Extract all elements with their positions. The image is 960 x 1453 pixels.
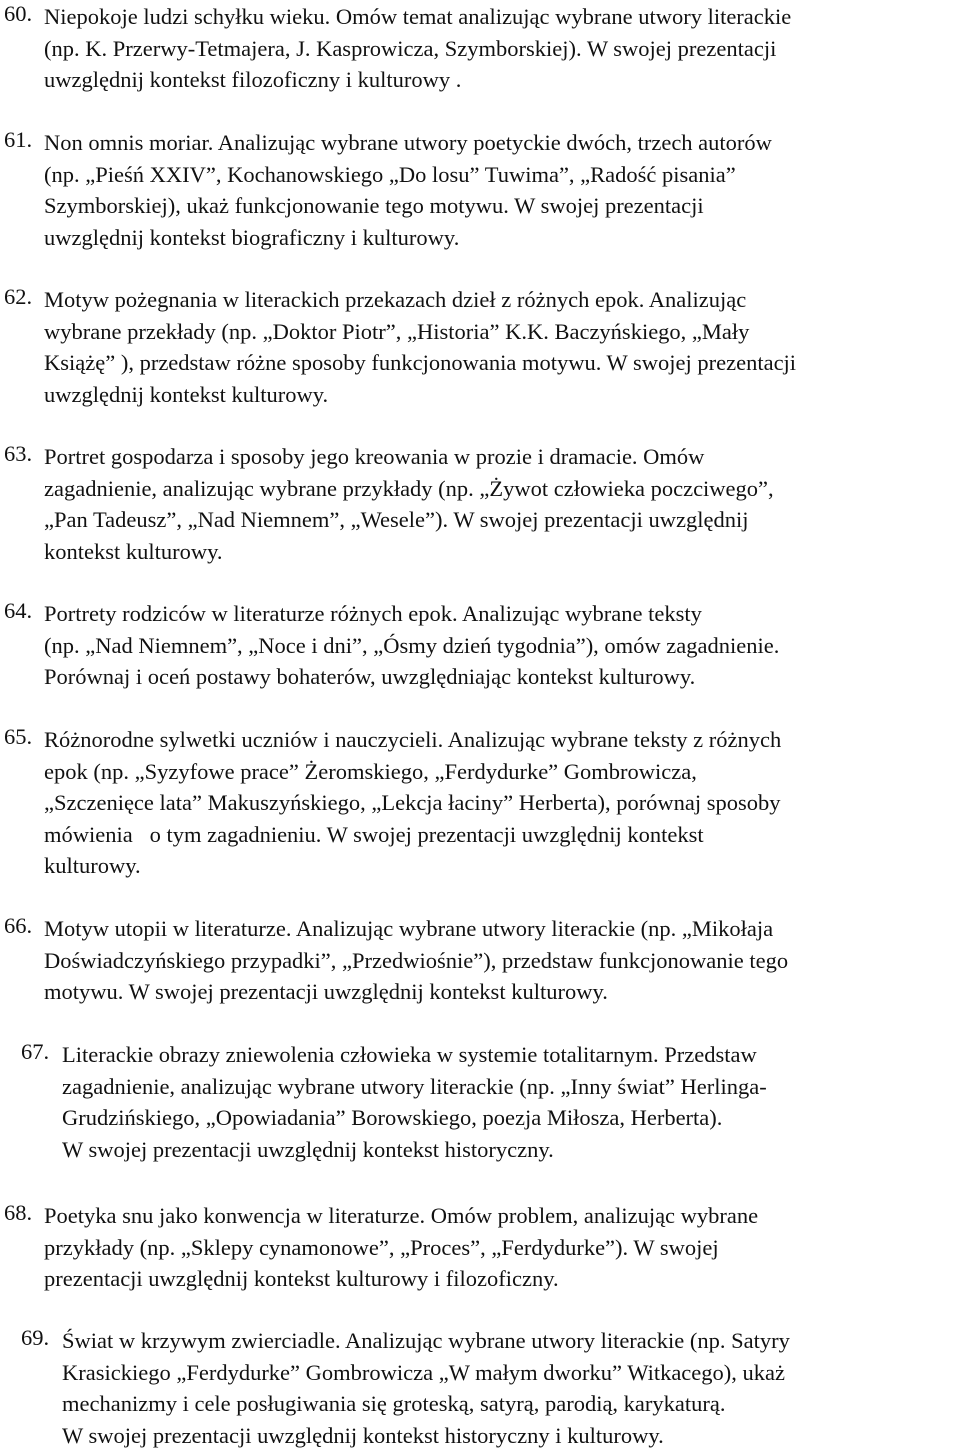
list-item-62: [4, 284, 954, 410]
text-line: przykłady (np. „Sklepy cynamonowe”, „Proces”, „Ferdydurke”). W swojej: [44, 1234, 719, 1260]
text-line: wybrane przekłady (np. „Doktor Piotr”, „Historia” K.K. Baczyńskiego, „Mały: [44, 318, 750, 344]
text-line: mechanizmy i cele posługiwania się groteską, satyrą, parodią, karykaturą.: [62, 1391, 726, 1416]
text-line: Portret gospodarza i sposoby jego kreowania w prozie i dramacie. Omów: [44, 444, 705, 469]
item-text: [44, 441, 954, 567]
text-line: Grudzińskiego, „Opowiadania” Borowskiego, poezja Miłosza, Herberta).: [62, 1105, 723, 1130]
text-line: zagadnienie, analizując wybrane utwory literackie (np. „Inny świat” Herlinga-: [62, 1073, 767, 1099]
item-text: [62, 1325, 954, 1451]
list-item-66: [4, 913, 954, 1008]
text-line: (np. „Nad Niemnem”, „Noce i dni”, „Ósmy dzień tygodnia”), omów zagadnienie.: [44, 632, 780, 658]
text-line: epok (np. „Syzyfowe prace” Żeromskiego, „Ferdydurke” Gombrowicza,: [44, 758, 697, 784]
item-text: [62, 1039, 954, 1165]
list-item-69: [21, 1325, 954, 1451]
text-line: Non omnis moriar. Analizując wybrane utwory poetyckie dwóch, trzech autorów: [44, 130, 772, 155]
text-line: Książę” ), przedstaw różne sposoby funkcjonowania motywu. W swojej prezentacji: [44, 350, 797, 375]
text-line: Niepokoje ludzi schyłku wieku. Omów temat analizując wybrane utwory literackie: [44, 4, 792, 29]
item-number: 69.: [21, 1325, 50, 1350]
item-text: [44, 598, 954, 693]
text-line: uwzględnij kontekst kulturowy.: [44, 381, 329, 407]
text-line: prezentacji uwzględnij kontekst kulturowy i filozoficzny.: [44, 1266, 559, 1291]
text-line: Motyw utopii w literaturze. Analizując wybrane utwory literackie (np. „Mikołaja: [44, 916, 774, 941]
text-line: Świat w krzywym zwierciadle. Analizując wybrane utwory literackie (np. Satyry: [62, 1328, 790, 1353]
item-number: 65.: [4, 724, 33, 749]
item-number: 63.: [4, 441, 33, 466]
text-line: kulturowy.: [44, 853, 141, 878]
item-text: [44, 724, 954, 882]
item-number: 68.: [4, 1200, 33, 1225]
text-line: kontekst kulturowy.: [44, 538, 223, 564]
text-line: uwzględnij kontekst filozoficzny i kulturowy .: [44, 67, 462, 92]
item-text: [44, 284, 954, 410]
list-item-65: [4, 724, 954, 882]
text-line: (np. „Pieśń XXIV”, Kochanowskiego „Do losu” Tuwima”, „Radość pisania”: [44, 161, 736, 187]
text-line: Różnorodne sylwetki uczniów i nauczycieli. Analizując wybrane teksty z różnych: [44, 727, 782, 752]
text-line: zagadnienie, analizując wybrane przykłady (np. „Żywot człowieka poczciwego”,: [44, 475, 774, 501]
item-number: 60.: [4, 1, 33, 26]
text-line: motywu. W swojej prezentacji uwzględnij kontekst kulturowy.: [44, 979, 608, 1004]
text-line: Krasickiego „Ferdydurke” Gombrowicza „W małym dworku” Witkacego), ukaż: [62, 1359, 785, 1385]
text-line: Poetyka snu jako konwencja w literaturze. Omów problem, analizując wybrane: [44, 1203, 759, 1228]
list-item-63: [4, 441, 954, 567]
list-item-61: [4, 127, 954, 253]
text-line: W swojej prezentacji uwzględnij kontekst historyczny.: [62, 1136, 554, 1162]
text-line: Doświadczyńskiego przypadki”, „Przedwiośnie”), przedstaw funkcjonowanie tego: [44, 947, 789, 973]
text-line: „Pan Tadeusz”, „Nad Niemnem”, „Wesele”). W swojej prezentacji uwzględnij: [44, 507, 749, 532]
list-item-60: [4, 1, 954, 96]
text-line: Szymborskiej), ukaż funkcjonowanie tego motywu. W swojej prezentacji: [44, 193, 704, 218]
text-line: W swojej prezentacji uwzględnij kontekst historyczny i kulturowy.: [62, 1422, 664, 1448]
item-number: 64.: [4, 598, 33, 623]
item-number: 66.: [4, 913, 33, 938]
item-number: 62.: [4, 284, 33, 309]
item-text: [44, 1200, 954, 1295]
item-text: [44, 127, 954, 253]
item-number: 67.: [21, 1039, 50, 1064]
text-line: Porównaj i oceń postawy bohaterów, uwzględniając kontekst kulturowy.: [44, 664, 696, 689]
list-item-64: [4, 598, 954, 693]
text-line: uwzględnij kontekst biograficzny i kulturowy.: [44, 224, 460, 250]
list-item-68: [4, 1200, 954, 1295]
list-item-67: [21, 1039, 954, 1165]
text-line: Motyw pożegnania w literackich przekazach dzieł z różnych epok. Analizując: [44, 287, 747, 312]
text-line: (np. K. Przerwy-Tetmajera, J. Kasprowicza, Szymborskiej). W swojej prezentacji: [44, 35, 777, 61]
item-text: [44, 913, 954, 1008]
item-text: [44, 1, 954, 96]
text-line: Literackie obrazy zniewolenia człowieka w systemie totalitarnym. Przedstaw: [62, 1042, 757, 1067]
text-line: „Szczenięce lata” Makuszyńskiego, „Lekcja łaciny” Herberta), porównaj sposoby: [44, 790, 781, 815]
item-number: 61.: [4, 127, 33, 152]
text-line: Portrety rodziców w literaturze różnych epok. Analizując wybrane teksty: [44, 601, 702, 626]
text-line: mówienia o tym zagadnieniu. W swojej prezentacji uwzględnij kontekst: [44, 821, 704, 847]
